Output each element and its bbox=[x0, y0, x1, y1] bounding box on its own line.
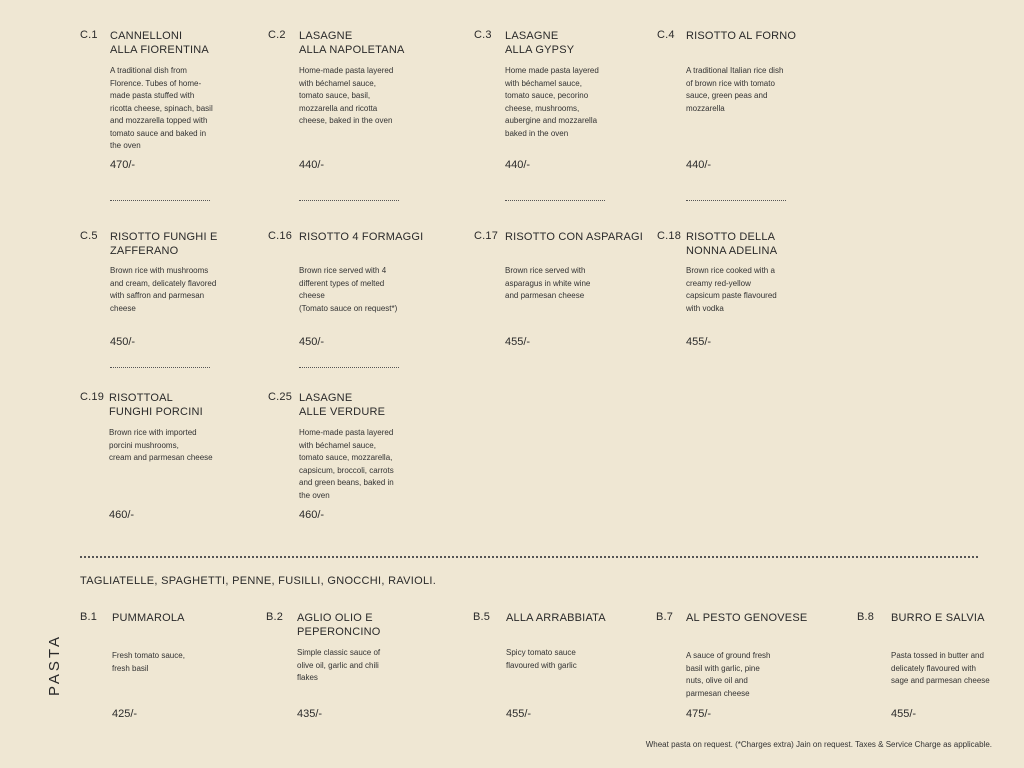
item-price: 450/- bbox=[110, 336, 136, 348]
item-description: Spicy tomato sauce flavoured with garlic bbox=[506, 648, 577, 670]
item-price: 460/- bbox=[299, 509, 325, 521]
item-name: RISOTTO 4 FORMAGGI bbox=[299, 231, 424, 243]
item-code: C.3 bbox=[474, 29, 492, 41]
item-name: RISOTTO DELLA NONNA ADELINA bbox=[686, 231, 778, 257]
item-description: A sauce of ground fresh basil with garlic, pine nuts, olive oil and parmesan cheese bbox=[686, 651, 771, 698]
item-description: Home-made pasta layered with béchamel sauce, tomato sauce, mozzarella, capsicum, broccoli, carrots and green beans, baked in the oven bbox=[299, 428, 394, 500]
item-price: 440/- bbox=[686, 159, 712, 171]
item-divider bbox=[299, 200, 399, 201]
item-code: B.5 bbox=[473, 611, 491, 623]
section-title: PASTA bbox=[46, 634, 63, 696]
item-description: Brown rice with imported porcini mushrooms, cream and parmesan cheese bbox=[109, 428, 213, 462]
item-description: Fresh tomato sauce, fresh basil bbox=[112, 651, 185, 673]
item-price: 455/- bbox=[891, 708, 917, 720]
item-code: C.17 bbox=[474, 230, 499, 242]
item-price: 450/- bbox=[299, 336, 325, 348]
item-description: A traditional Italian rice dish of brown rice with tomato sauce, green peas and mozzarella bbox=[686, 66, 784, 113]
item-code: B.8 bbox=[857, 611, 875, 623]
item-description: Brown rice cooked with a creamy red-yellow capsicum paste flavoured with vodka bbox=[686, 266, 777, 313]
item-name: RISOTTO FUNGHI E ZAFFERANO bbox=[110, 231, 218, 257]
item-code: C.25 bbox=[268, 391, 293, 403]
menu-footnote: Wheat pasta on request. (*Charges extra) Jain on request. Taxes & Service Charge as applicable. bbox=[645, 740, 992, 749]
item-price: 470/- bbox=[110, 159, 136, 171]
item-name: CANNELLONI ALLA FIORENTINA bbox=[110, 30, 209, 56]
item-description: Brown rice served with 4 different types of melted cheese (Tomato sauce on request*) bbox=[299, 266, 398, 313]
item-name: LASAGNE ALLE VERDURE bbox=[299, 392, 386, 418]
item-code: C.16 bbox=[268, 230, 293, 242]
item-divider bbox=[299, 367, 399, 368]
item-code: C.4 bbox=[657, 29, 675, 41]
item-description: Brown rice with mushrooms and cream, delicately flavored with saffron and parmesan cheese bbox=[110, 266, 217, 313]
section-divider bbox=[80, 556, 978, 558]
item-code: C.5 bbox=[80, 230, 98, 242]
item-name: RISOTTO AL FORNO bbox=[686, 30, 797, 42]
item-price: 460/- bbox=[109, 509, 135, 521]
item-code: C.1 bbox=[80, 29, 98, 41]
item-name: AGLIO OLIO E PEPERONCINO bbox=[297, 612, 381, 638]
item-code: C.18 bbox=[657, 230, 682, 242]
item-name: BURRO E SALVIA bbox=[891, 612, 985, 624]
item-code: C.19 bbox=[80, 391, 105, 403]
item-divider bbox=[110, 200, 210, 201]
item-price: 455/- bbox=[686, 336, 712, 348]
item-description: Brown rice served with asparagus in white wine and parmesan cheese bbox=[505, 266, 591, 300]
item-name: LASAGNE ALLA NAPOLETANA bbox=[299, 30, 405, 56]
item-name: ALLA ARRABBIATA bbox=[506, 612, 606, 624]
item-price: 440/- bbox=[505, 159, 531, 171]
item-description: A traditional dish from Florence. Tubes of home- made pasta stuffed with ricotta cheese, spinach, basil and mozzarella topped with tomato sauce and baked in the oven bbox=[110, 66, 213, 150]
item-name: RISOTTO CON ASPARAGI bbox=[505, 231, 644, 243]
item-description: Simple classic sauce of olive oil, garlic and chili flakes bbox=[297, 648, 381, 682]
item-code: B.7 bbox=[656, 611, 674, 623]
item-code: B.1 bbox=[80, 611, 98, 623]
item-divider bbox=[686, 200, 786, 201]
item-description: Pasta tossed in butter and delicately flavoured with sage and parmesan cheese bbox=[891, 651, 990, 685]
pasta-types-heading: TAGLIATELLE, SPAGHETTI, PENNE, FUSILLI, GNOCCHI, RAVIOLI. bbox=[80, 575, 437, 587]
item-name: AL PESTO GENOVESE bbox=[686, 612, 808, 624]
item-name: RISOTTOAL FUNGHI PORCINI bbox=[109, 392, 203, 418]
item-divider bbox=[110, 367, 210, 368]
item-code: B.2 bbox=[266, 611, 284, 623]
item-code: C.2 bbox=[268, 29, 286, 41]
item-price: 455/- bbox=[505, 336, 531, 348]
item-price: 435/- bbox=[297, 708, 323, 720]
item-price: 440/- bbox=[299, 159, 325, 171]
item-description: Home made pasta layered with béchamel sauce, tomato sauce, pecorino cheese, mushrooms, aubergine and mozzarella baked in the oven bbox=[505, 66, 599, 138]
item-divider bbox=[505, 200, 605, 201]
item-name: PUMMAROLA bbox=[112, 612, 185, 624]
item-name: LASAGNE ALLA GYPSY bbox=[505, 30, 575, 56]
item-price: 425/- bbox=[112, 708, 138, 720]
item-price: 475/- bbox=[686, 708, 712, 720]
item-description: Home-made pasta layered with béchamel sauce, tomato sauce, basil, mozzarella and ricotta cheese, baked in the oven bbox=[299, 66, 394, 125]
item-price: 455/- bbox=[506, 708, 532, 720]
